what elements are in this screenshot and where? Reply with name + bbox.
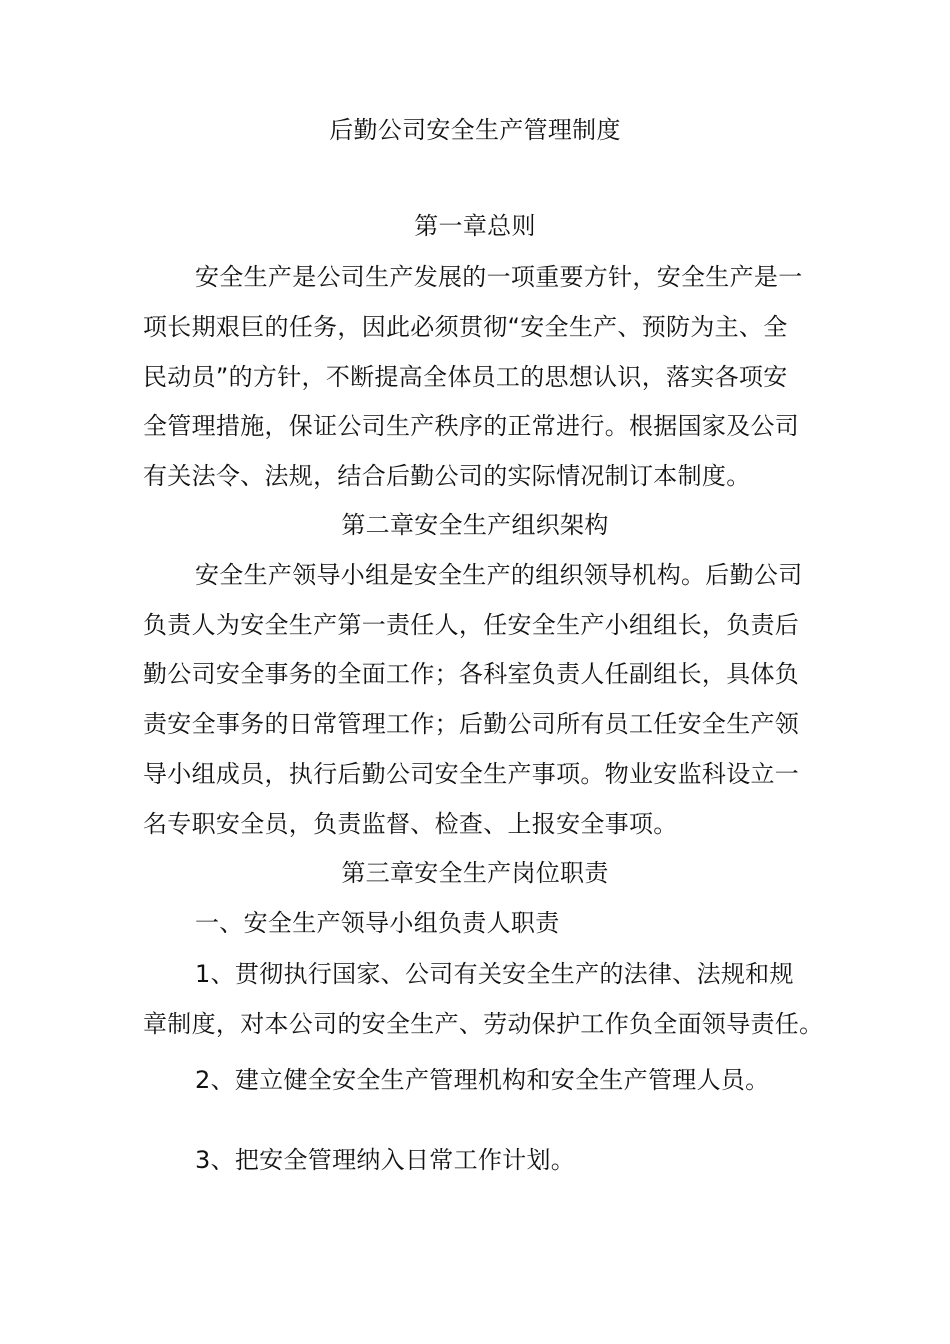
chapter-2-line: 负责人为安全生产第一责任人，任安全生产小组组长，负责后 [143,611,800,639]
chapter-2-heading: 第二章安全生产组织架构 [341,511,609,539]
chapter-2-line: 名专职安全员，负责监督、检查、上报安全事项。 [143,810,678,838]
chapter-2-line: 导小组成员，执行后勤公司安全生产事项。物业安监科设立一 [143,760,800,788]
chapter-1-line: 民动员”的方针，不断提高全体员工的思想认识，落实各项安 [143,363,788,391]
chapter-2-line: 责安全事务的日常管理工作；后勤公司所有员工任安全生产领 [143,710,800,738]
document-title: 后勤公司安全生产管理制度 [329,116,621,144]
chapter-1-line: 项长期艰巨的任务，因此必须贯彻“安全生产、预防为主、全 [143,313,788,341]
chapter-1-line: 安全生产是公司生产发展的一项重要方针，安全生产是一 [195,263,803,291]
item-3: 3、把安全管理纳入日常工作计划。 [195,1146,576,1174]
section-1-heading: 一、安全生产领导小组负责人职责 [195,909,560,937]
item-2: 2、建立健全安全生产管理机构和安全生产管理人员。 [195,1066,770,1094]
item-1-line: 章制度，对本公司的安全生产、劳动保护工作负全面领导责任。 [143,1010,824,1038]
chapter-2-line: 安全生产领导小组是安全生产的组织领导机构。后勤公司 [195,561,803,589]
chapter-1-heading: 第一章总则 [414,212,536,240]
chapter-2-line: 勤公司安全事务的全面工作；各科室负责人任副组长，具体负 [143,660,800,688]
chapter-1-line: 全管理措施，保证公司生产秩序的正常进行。根据国家及公司 [143,412,800,440]
item-1-line: 1、贯彻执行国家、公司有关安全生产的法律、法规和规 [195,960,794,988]
chapter-1-line: 有关法令、法规，结合后勤公司的实际情况制订本制度。 [143,462,751,490]
chapter-3-heading: 第三章安全生产岗位职责 [341,859,609,887]
